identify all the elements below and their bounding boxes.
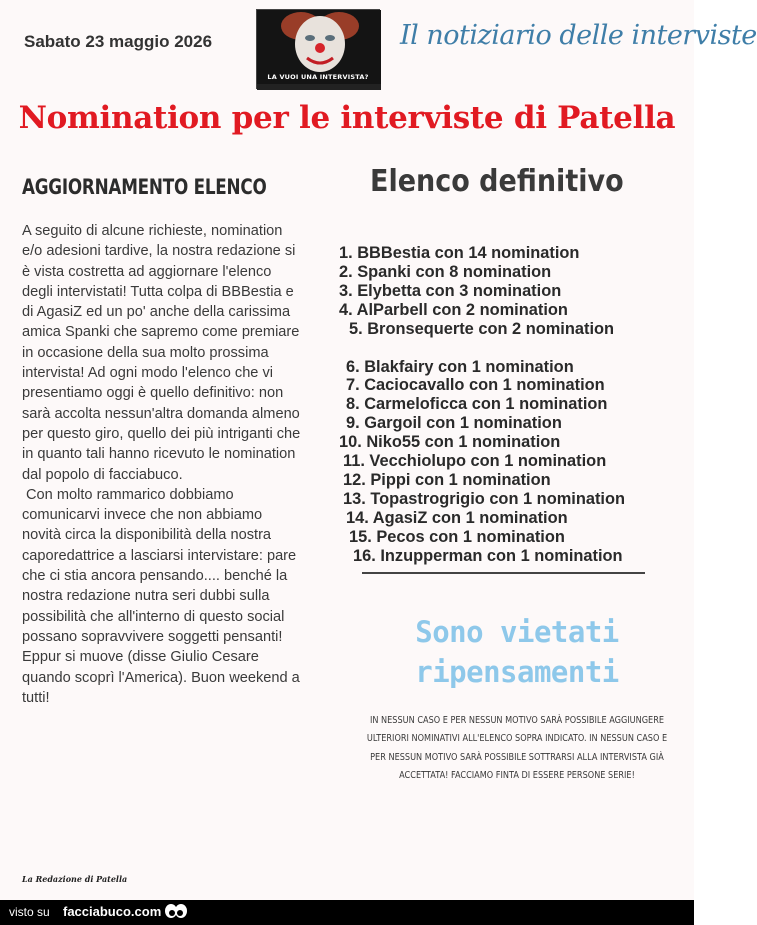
list-item: 15. Pecos con 1 nomination: [349, 527, 565, 546]
warning-text: IN NESSUN CASO E PER NESSUN MOTIVO SARÀ POSSIBILE AGGIUNGERE ULTERIORI NOMINATIVI ALL'ELENCO SOPRA INDICATO. IN NESSUN CASO E PER NESSUN MOTIVO SARÀ POSSIBILE SOTTRARSI ALLA INTERVISTA GIÀ ACCETTATA! FACCIAMO FINTA DI ESSERE PERSONE SERIE!: [366, 715, 668, 782]
list-item: 4. AlParbell con 2 nomination: [339, 300, 568, 319]
list-item: 14. AgasiZ con 1 nomination: [346, 508, 568, 527]
logo-caption: LA VUOI UNA INTERVISTA?: [267, 73, 369, 81]
list-item: 2. Spanki con 8 nomination: [339, 262, 552, 281]
issue-date: Sabato 23 maggio 2026: [24, 32, 213, 51]
list-separator: [362, 572, 645, 574]
headline: Nomination per le interviste di Patella: [18, 100, 676, 136]
list-item: 8. Carmeloficca con 1 nomination: [346, 395, 608, 414]
list-item: 16. Inzupperman con 1 nomination: [353, 546, 623, 565]
list-item: 12. Pippi con 1 nomination: [343, 470, 551, 489]
article-paragraph-1: A seguito di alcune richieste, nomination e/o adesioni tardive, la nostra redazione si è vista costretta ad aggiornare l'elenco degli intervistati! Tutta colpa di BBBestia e di AgasiZ ed un po' anche della carissima amica Spanki che sapremo come premiare in occasione della sua molto prossima intervista! Ad ogni modo l'elenco che vi presentiamo oggi è quello definitivo: non sarà accolta nessun'altra domanda almeno per questo giro, quello dei più intriganti che in quanto tali hanno ricevuto le nomination dal popolo di facciabuco.: [22, 223, 301, 483]
watermark-visto: visto su: [9, 905, 50, 919]
masthead-title: Il notiziario delle interviste: [400, 20, 757, 51]
watermark-bar: [0, 900, 694, 925]
list-item: 10. Niko55 con 1 nomination: [339, 433, 561, 452]
warning-title: Sono vietati ripensamenti: [415, 615, 619, 689]
list-item: 7. Caciocavallo con 1 nomination: [346, 376, 605, 395]
nomination-list: [339, 244, 679, 566]
eyes-icon: [164, 902, 188, 922]
list-item: 9. Gargoil con 1 nomination: [346, 414, 562, 433]
list-item: 13. Topastrogrigio con 1 nomination: [343, 489, 625, 508]
list-item: 1. BBBestia con 14 nomination: [339, 244, 580, 262]
list-item: 6. Blakfairy con 1 nomination: [346, 357, 574, 376]
article-paragraph-2: Con molto rammarico dobbiamo comunicarvi invece che non abbiamo novità circa la disponibilità della nostra caporedattrice a lasciarsi intervistare: pare che ci stia ancora pensando.... benché la nostra redazione nutra seri dubbi sulla possibilità che all'interno di questo social possano sopravvivere soggetti pensanti! Eppur si muove (disse Giulio Cesare quando scoprì l'America). Buon weekend a tutti!: [22, 486, 300, 706]
list-item: 3. Elybetta con 3 nomination: [339, 281, 562, 300]
signature: La Redazione di Patella: [22, 874, 128, 884]
article-body: [22, 221, 302, 708]
list-item: 5. Bronsequerte con 2 nomination: [349, 319, 615, 338]
clown-logo-image: [256, 9, 380, 89]
list-item: 11. Vecchiolupo con 1 nomination: [343, 452, 607, 471]
update-section-title: AGGIORNAMENTO ELENCO: [22, 175, 267, 199]
final-list-title: Elenco definitivo: [370, 164, 624, 199]
watermark-site-link[interactable]: facciabuco.com: [63, 904, 162, 919]
